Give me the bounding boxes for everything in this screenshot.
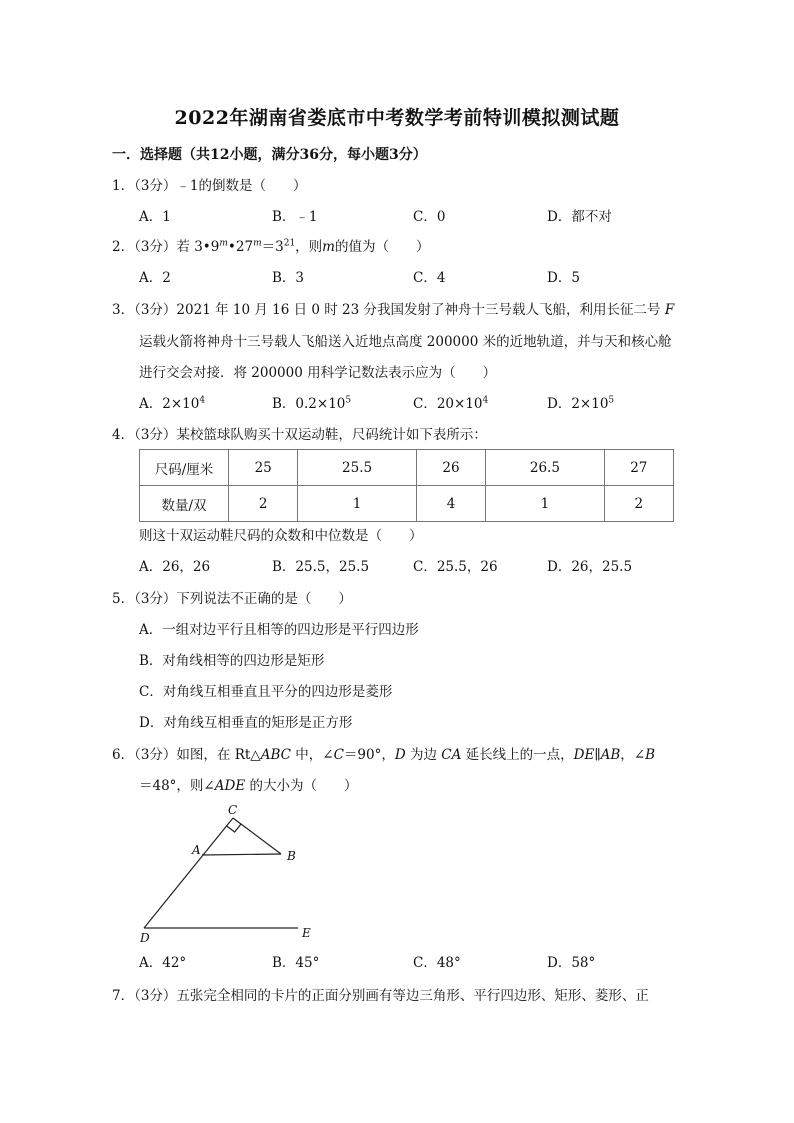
q4-option-c: C．25.5，26 — [413, 559, 498, 575]
table-row — [140, 486, 674, 522]
question-4-stem: 4．（3分）某校篮球队购买十双运动鞋，尺码统计如下表所示： — [112, 427, 487, 443]
q5-option-c: C．对角线互相垂直且平分的四边形是菱形 — [139, 684, 393, 700]
q6-option-b: B．45° — [272, 955, 320, 971]
q6-option-c: C．48° — [413, 955, 461, 971]
table-cell: 25 — [229, 450, 298, 486]
q3-option-c: C．$20\times 10^4$ — [413, 395, 489, 412]
right-angle-mark — [227, 824, 241, 832]
table-cell: 4 — [416, 486, 485, 522]
table-header-row — [140, 450, 674, 486]
q2-option-c: C．4 — [413, 270, 446, 286]
table-cell: 26.5 — [486, 450, 604, 486]
label-D: D — [140, 931, 150, 945]
q3-option-a: A．$2\times 10^4$ — [139, 395, 206, 412]
table-cell: 1 — [298, 486, 416, 522]
question-1-stem: 1．（3分）﹣1的倒数是（ ） — [112, 178, 307, 194]
q4-option-d: D．26，25.5 — [547, 559, 633, 575]
q5-option-d: D．对角线互相垂直的矩形是正方形 — [139, 715, 353, 731]
q1-option-c: C．0 — [413, 209, 446, 225]
q2-option-d: D．5 — [547, 270, 580, 286]
question-5-stem: 5．（3分）下列说法不正确的是（ ） — [112, 591, 352, 607]
q4-option-a: A．26，26 — [139, 559, 211, 575]
q4-option-b: B．25.5，25.5 — [272, 559, 370, 575]
label-B: B — [287, 849, 296, 863]
question-3-line-1: 3．（3分）2021 年 10 月 16 日 0 时 23 分我国发射了神舟十三号载人飞船，利用长征二号 F — [112, 302, 675, 318]
question-6-line-2: ＝48°，则∠ADE 的大小为（ ） — [139, 778, 358, 794]
table-cell: 2 — [229, 486, 298, 522]
triangle-figure — [130, 800, 330, 950]
table-cell: 2 — [604, 486, 673, 522]
table-cell: 尺码/厘米 — [140, 450, 229, 486]
q6-option-a: A．42° — [139, 955, 187, 971]
line-DC — [144, 818, 233, 928]
q1-option-b: B．﹣1 — [272, 209, 318, 225]
shoe-size-table — [139, 449, 674, 522]
q6-option-d: D．58° — [547, 955, 596, 971]
section-heading: 一．选择题（共12小题，满分36分，每小题3分） — [112, 147, 427, 163]
table-cell: 27 — [604, 450, 673, 486]
question-6-line-1: 6．（3分）如图，在 Rt△ABC 中，∠C＝90°，D 为边 CA 延长线上的一点，DE∥AB，∠B — [112, 747, 655, 763]
q3-option-b: B．$0.2\times 10^5$ — [272, 395, 352, 412]
question-2-stem: 2．（3分）若 $3•9^m•27^m=3^{21}$，则m的值为（ ） — [112, 238, 430, 255]
q1-option-a: A．1 — [139, 209, 171, 225]
table-cell: 25.5 — [298, 450, 416, 486]
q2-option-a: A．2 — [139, 270, 171, 286]
q5-option-a: A．一组对边平行且相等的四边形是平行四边形 — [139, 622, 419, 638]
question-3-line-3: 进行交会对接．将 200000 用科学记数法表示应为（ ） — [139, 365, 497, 381]
line-AB — [202, 854, 281, 855]
q3-option-d: D．$2\times 10^5$ — [547, 395, 615, 412]
label-A: A — [192, 843, 201, 857]
q2-option-b: B．3 — [272, 270, 305, 286]
line-CB — [233, 818, 281, 854]
q1-option-d: D．都不对 — [547, 209, 612, 225]
table-cell: 26 — [416, 450, 485, 486]
question-3-line-2: 运载火箭将神舟十三号载人飞船送入近地点高度 200000 米的近地轨道，并与天和核心舱 — [139, 334, 672, 350]
label-E: E — [302, 926, 311, 940]
table-cell: 1 — [486, 486, 604, 522]
question-4-followup: 则这十双运动鞋尺码的众数和中位数是（ ） — [139, 528, 423, 544]
question-7-stem: 7．（3分）五张完全相同的卡片的正面分别画有等边三角形、平行四边形、矩形、菱形、正 — [112, 988, 649, 1004]
table-cell: 数量/双 — [140, 486, 229, 522]
label-C: C — [228, 803, 238, 817]
q5-option-b: B．对角线相等的四边形是矩形 — [139, 653, 325, 669]
page-title: 2022年湖南省娄底市中考数学考前特训模拟测试题 — [174, 107, 620, 129]
